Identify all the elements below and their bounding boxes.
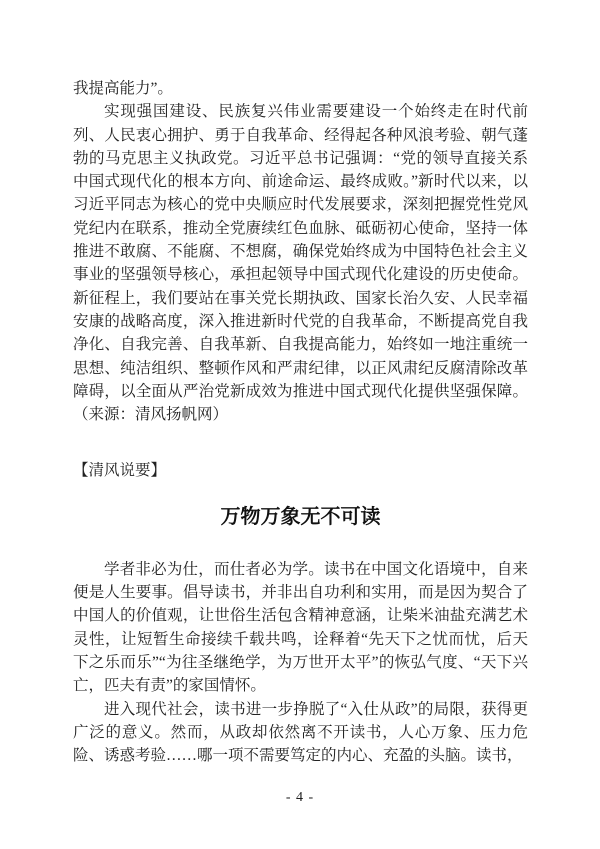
- paragraph-party-self-revolution: 实现强国建设、民族复兴伟业需要建设一个始终走在时代前列、人民衷心拥护、勇于自我革命、经得起各种风浪考验、朝气蓬勃的马克思主义执政党。习近平总书记强调：“党的领导直接关系中国式现代化的根本方向、前途命运、最终成败。”新时代以来，以习近平同志为核心的党中央顺应时代发展要求，深刻把握党性党风党纪内在联系，推动全党赓续红色血脉、砥砺初心使命，坚持一体推进不敢腐、不能腐、不想腐，确保党始终成为中国特色社会主义事业的坚强领导核心，承担起领导中国式现代化建设的历史使命。新征程上，我们要站在事关党长期执政、国家长治久安、人民幸福安康的战略高度，深入推进新时代党的自我革命，不断提高党自我净化、自我完善、自我革新、自我提高能力，始终如一地注重统一思想、纯洁组织、整顿作风和严肃纪律，以正风肃纪反腐清除改革障碍，以全面从严治党新成效为推进中国式现代化提供坚强保障。（来源：清风扬帆网）: [73, 103, 528, 424]
- page-number: - 4 -: [285, 790, 315, 805]
- paragraph-reading-modern: 进入现代社会，读书进一步挣脱了“入仕从政”的局限，获得更广泛的意义。然而，从政却依然离不开读书，人心万象、压力危险、诱惑考验……哪一项不需要笃定的内心、充盈的头脑。读书，: [73, 700, 528, 765]
- section-label: 【清风说要】: [73, 462, 167, 480]
- article-title: 万物万象无不可读: [220, 505, 381, 528]
- paragraph-reading-culture: 学者非必为仕，而仕者必为学。读书在中国文化语境中，自来便是人生要事。倡导读书，并非出自功利和实用，而是因为契合了中国人的价值观，让世俗生活包含精神意涵，让柴米油盐充满艺术灵性，让短暂生命接续千载共鸣，诠释着“先天下之忧而忧，后天下之乐而乐”“为往圣继绝学，为万世开太平”的恢弘气度、“天下兴亡，匹夫有责”的家国情怀。: [73, 560, 528, 695]
- paragraph-continuation-fragment: 我提高能力”。: [73, 80, 173, 97]
- page-content: [73, 77, 528, 767]
